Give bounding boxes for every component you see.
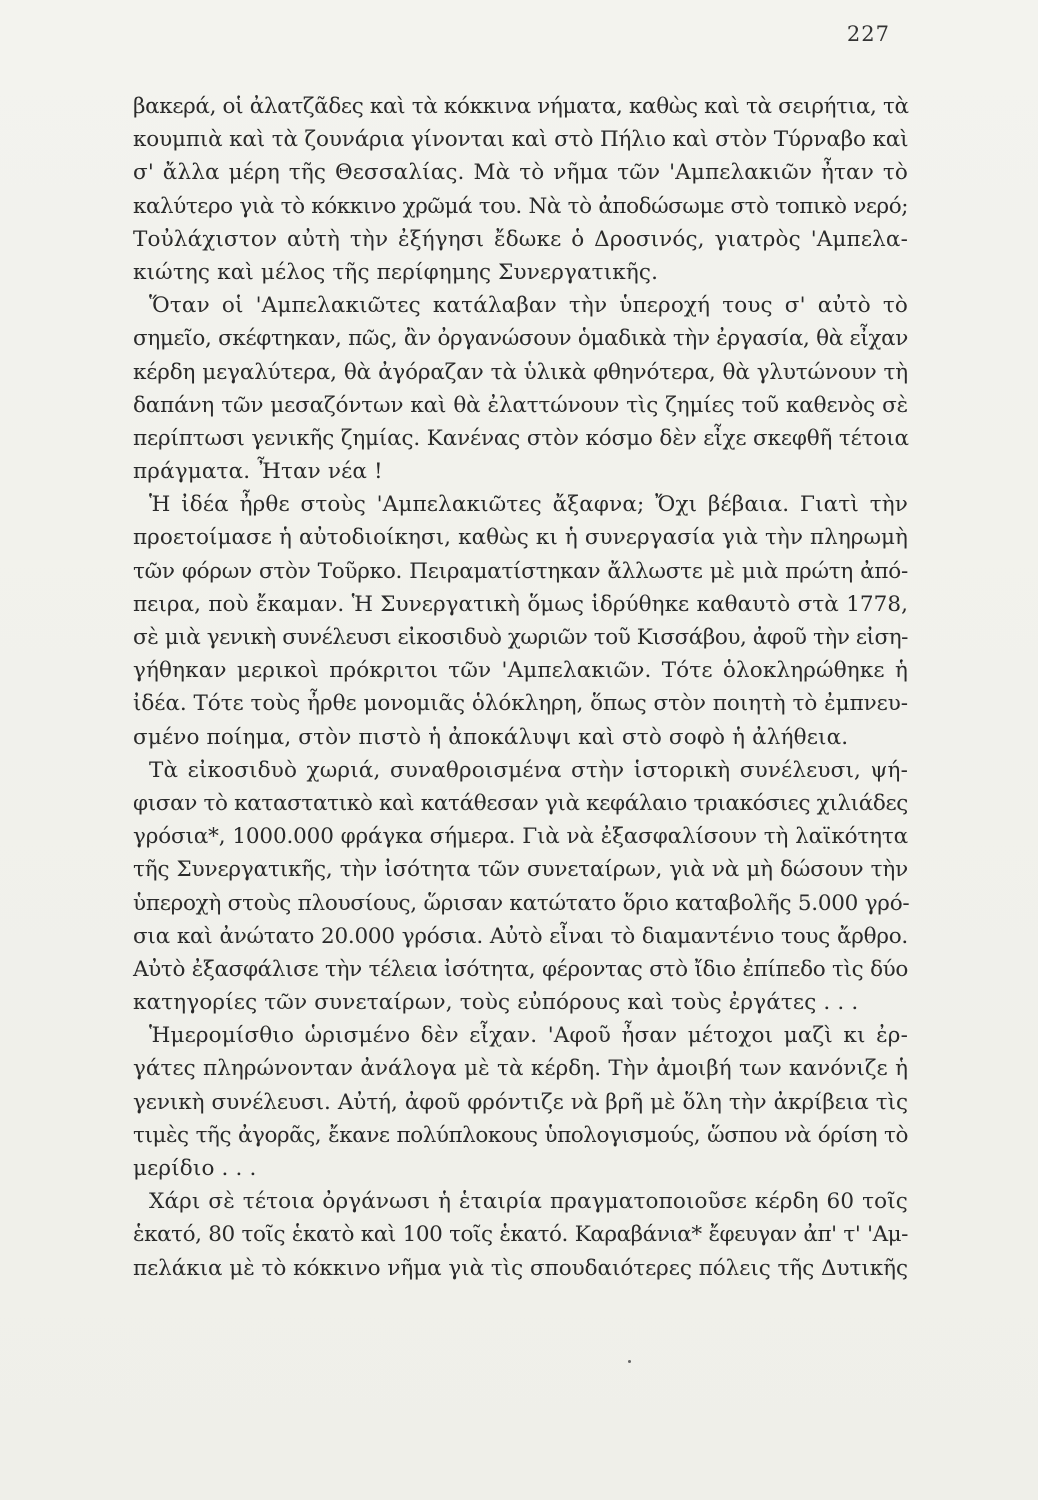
- text-line: Ἡ ἰδέα ἦρθε στοὺς 'Αμπελακιῶτες ἄξαφνα; Ὄχι βέβαια. Γιατὶ τὴν: [149, 492, 908, 518]
- text-line: τῶν φόρων στὸν Τοῦρκο. Πειραματίστηκαν ἄλλωστε μὲ μιὰ πρώτη ἀπό-: [133, 558, 908, 584]
- text-line: Ἡμερομίσθιο ὡρισμένο δὲν εἶχαν. 'Αφοῦ ἦσαν μέτοχοι μαζὶ κι ἐρ-: [149, 1023, 908, 1049]
- text-line: Αὐτὸ ἐξασφάλισε τὴν τέλεια ἰσότητα, φέροντας στὸ ἴδιο ἐπίπεδο τὶς δύο: [133, 956, 908, 982]
- text-line: κιώτης καὶ μέλος τῆς περίφημης Συνεργατικῆς.: [133, 259, 659, 285]
- text-line: δαπάνη τῶν μεσαζόντων καὶ θὰ ἐλαττώνουν τὶς ζημίες τοῦ καθενὸς σὲ: [133, 392, 908, 418]
- text-line: σμένο ποίημα, στὸν πιστὸ ἡ ἀποκάλυψι καὶ στὸ σοφὸ ἡ ἀλήθεια.: [133, 724, 849, 750]
- text-line: γάτες πληρώνονταν ἀνάλογα μὲ τὰ κέρδη. Τὴν ἀμοιβή των κανόνιζε ἡ: [133, 1056, 908, 1082]
- text-line: σια καὶ ἀνώτατο 20.000 γρόσια. Αὐτὸ εἶναι τὸ διαμαντένιο τους ἄρθρο.: [133, 923, 908, 949]
- text-line: Χάρι σὲ τέτοια ὀργάνωσι ἡ ἑταιρία πραγματοποιοῦσε κέρδη 60 τοῖς: [149, 1189, 908, 1215]
- text-line: πράγματα. Ἦταν νέα !: [133, 459, 383, 485]
- text-line: γήθηκαν μερικοὶ πρόκριτοι τῶν 'Αμπελακιῶν. Τότε ὁλοκληρώθηκε ἡ: [133, 658, 908, 684]
- text-line: γενικὴ συνέλευσι. Αὐτή, ἀφοῦ φρόντιζε νὰ βρῆ μὲ ὅλη τὴν ἀκρίβεια τὶς: [133, 1089, 908, 1115]
- text-line: τῆς Συνεργατικῆς, τὴν ἰσότητα τῶν συνεταίρων, γιὰ νὰ μὴ δώσουν τὴν: [133, 857, 908, 883]
- body-text: [133, 90, 908, 1285]
- text-line: σ' ἄλλα μέρη τῆς Θεσσαλίας. Μὰ τὸ νῆμα τῶν 'Αμπελακιῶν ἦταν τὸ: [133, 160, 908, 186]
- text-line: καλύτερο γιὰ τὸ κόκκινο χρῶμά του. Νὰ τὸ ἀποδώσωμε στὸ τοπικὸ νερό;: [133, 193, 908, 219]
- text-line: προετοίμασε ἡ αὐτοδιοίκησι, καθὼς κι ἡ συνεργασία γιὰ τὴν πληρωμὴ: [133, 525, 908, 551]
- text-line: βακερά, οἱ ἀλατζᾶδες καὶ τὰ κόκκινα νήματα, καθὼς καὶ τὰ σειρήτια, τὰ: [133, 94, 909, 119]
- text-line: ἑκατό, 80 τοῖς ἑκατὸ καὶ 100 τοῖς ἑκατό. Καραβάνια* ἔφευγαν ἀπ' τ' 'Αμ-: [133, 1222, 908, 1248]
- text-line: γρόσια*, 1000.000 φράγκα σήμερα. Γιὰ νὰ ἐξασφαλίσουν τὴ λαϊκότητα: [133, 824, 908, 850]
- text-line: κέρδη μεγαλύτερα, θὰ ἀγόραζαν τὰ ὑλικὰ φθηνότερα, θὰ γλυτώνουν τὴ: [133, 359, 908, 385]
- text-line: ὑπεροχὴ στοὺς πλουσίους, ὥρισαν κατώτατο ὅριο καταβολῆς 5.000 γρό-: [133, 890, 910, 916]
- text-line: φισαν τὸ καταστατικὸ καὶ κατάθεσαν γιὰ κεφάλαιο τριακόσιες χιλιάδες: [133, 790, 908, 816]
- text-line: περίπτωσι γενικῆς ζημίας. Κανένας στὸν κόσμο δὲν εἶχε σκεφθῆ τέτοια: [133, 425, 909, 451]
- text-line: πελάκια μὲ τὸ κόκκινο νῆμα γιὰ τὶς σπουδαιότερες πόλεις τῆς Δυτικῆς: [133, 1255, 908, 1281]
- paragraph-4: [133, 754, 908, 1020]
- text-line: τιμὲς τῆς ἀγορᾶς, ἔκανε πολύπλοκους ὑπολογισμούς, ὥσπου νὰ όρίση τὸ: [133, 1122, 908, 1148]
- text-line: σὲ μιὰ γενικὴ συνέλευσι εἰκοσιδυὸ χωριῶν τοῦ Κισσάβου, ἀφοῦ τὴν εἰση-: [133, 625, 908, 650]
- text-line: μερίδιο . . .: [133, 1156, 257, 1181]
- paragraph-2: [133, 289, 908, 488]
- text-line: ἰδέα. Τότε τοὺς ἦρθε μονομιᾶς ὁλόκληρη, ὅπως στὸν ποιητὴ τὸ ἐμπνευ-: [133, 691, 908, 717]
- paragraph-1: [133, 90, 908, 289]
- page-number: 227: [846, 22, 890, 46]
- text-line: Ὅταν οἱ 'Αμπελακιῶτες κατάλαβαν τὴν ὑπεροχή τους σ' αὐτὸ τὸ: [149, 293, 908, 319]
- text-line: Τὰ εἰκοσιδυὸ χωριά, συναθροισμένα στὴν ἱστορικὴ συνέλευσι, ψή-: [149, 757, 908, 783]
- text-line: Τοὐλάχιστον αὐτὴ τὴν ἐξήγησι ἔδωκε ὁ Δροσινός, γιατρὸς 'Αμπελα-: [133, 226, 908, 252]
- text-line: κουμπιὰ καὶ τὰ ζουνάρια γίνονται καὶ στὸ Πήλιο καὶ στὸν Τύρναβο καὶ: [133, 127, 909, 153]
- text-line: κατηγορίες τῶν συνεταίρων, τοὺς εὐπόρους καὶ τοὺς ἐργάτες . . .: [133, 990, 859, 1016]
- text-line: πειρα, ποὺ ἔκαμαν. Ἡ Συνεργατικὴ ὅμως ἱδρύθηκε καθαυτὸ στὰ 1778,: [133, 591, 908, 617]
- text-line: σημεῖο, σκέφτηκαν, πῶς, ἂν ὀργανώσουν ὁμαδικὰ τὴν ἐργασία, θὰ εἶχαν: [133, 326, 908, 352]
- paragraph-3: [133, 488, 908, 754]
- paragraph-5: [133, 1019, 908, 1185]
- ink-speck: [628, 1360, 631, 1363]
- paragraph-6: [133, 1185, 908, 1285]
